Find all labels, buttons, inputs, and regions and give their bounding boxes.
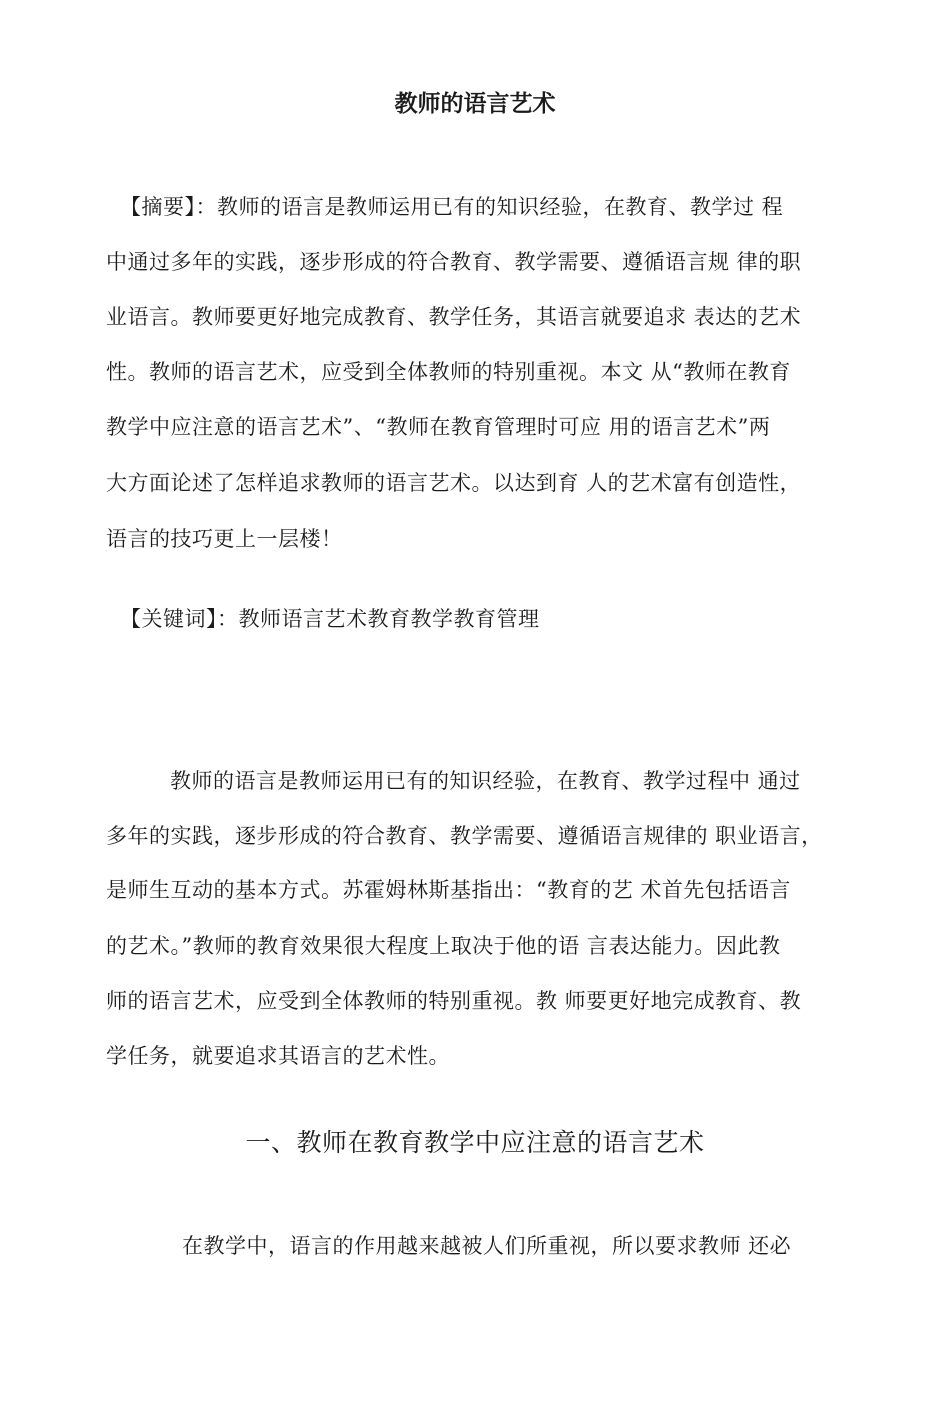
keywords-line: 【关键词】：教师语言艺术教育教学教育管理: [120, 607, 540, 631]
body-paragraph-line: 学任务，就要追求其语言的艺术性。: [106, 1044, 450, 1068]
abstract-line: 大方面论述了怎样追求教师的语言艺术。以达到育 人的艺术富有创造性，: [106, 471, 802, 495]
abstract-line: 语言的技巧更上一层楼！: [106, 527, 343, 551]
body-paragraph-line: 教师的语言是教师运用已有的知识经验，在教育、教学过程中 通过: [170, 769, 801, 793]
section-heading: 一、教师在教育教学中应注意的语言艺术: [245, 1128, 705, 1157]
abstract-line: 业语言。教师要更好地完成教育、教学任务，其语言就要追求 表达的艺术: [106, 305, 802, 329]
body-paragraph-line: 是师生互动的基本方式。苏霍姆林斯基指出：“教育的艺 术首先包括语言: [106, 878, 791, 902]
body-paragraph-line: 师的语言艺术，应受到全体教师的特别重视。教 师要更好地完成教育、教: [106, 989, 802, 1013]
body-paragraph-line: 在教学中，语言的作用越来越被人们所重视，所以要求教师 还必: [182, 1234, 792, 1258]
abstract-line: 【摘要】：教师的语言是教师运用已有的知识经验，在教育、教学过 程: [120, 195, 784, 219]
body-paragraph-line: 多年的实践，逐步形成的符合教育、教学需要、遵循语言规律的 职业语言，: [106, 824, 823, 848]
body-paragraph-line: 的艺术。”教师的教育效果很大程度上取决于他的语 言表达能力。因此教: [106, 934, 781, 958]
abstract-line: 性。教师的语言艺术，应受到全体教师的特别重视。本文 从“教师在教育: [106, 360, 791, 384]
abstract-line: 教学中应注意的语言艺术”、“教师在教育管理时可应 用的语言艺术”两: [106, 415, 771, 439]
abstract-line: 中通过多年的实践，逐步形成的符合教育、教学需要、遵循语言规 律的职: [106, 250, 802, 274]
document-title: 教师的语言艺术: [394, 91, 556, 117]
